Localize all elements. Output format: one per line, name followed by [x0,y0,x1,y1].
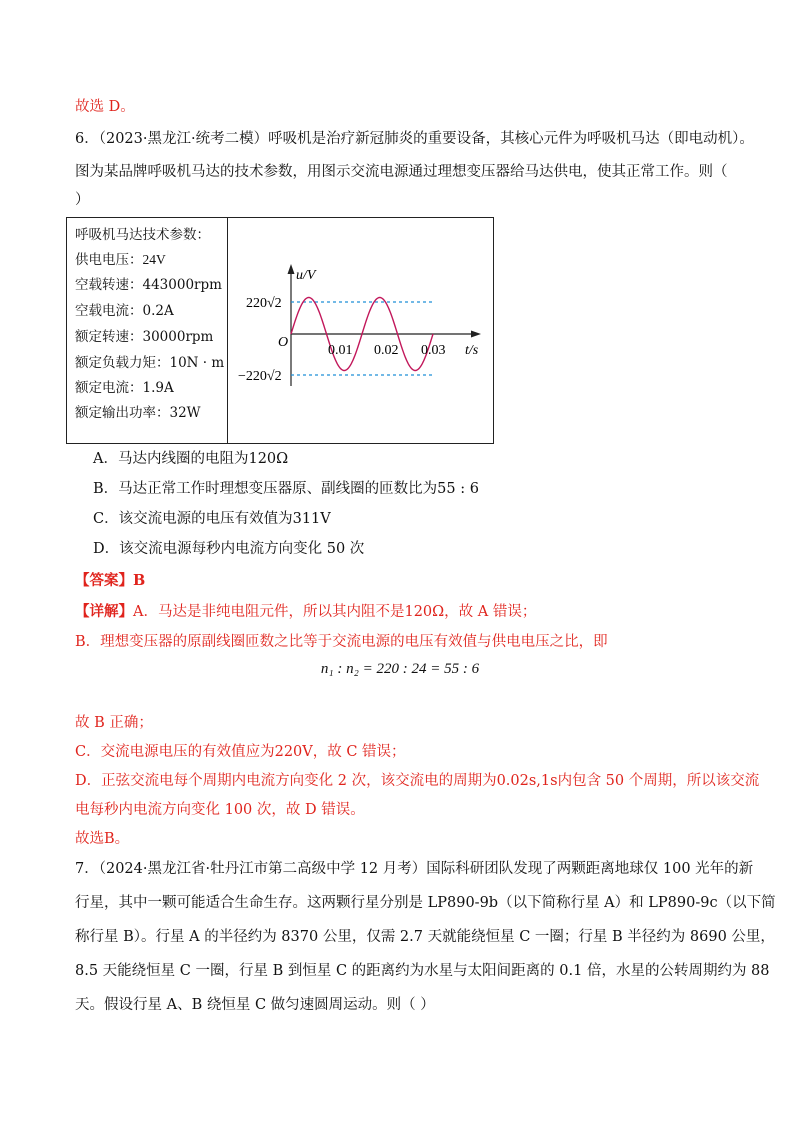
option-c[interactable]: C．该交流电源的电压有效值为311V [93,511,331,527]
voltage-sine-graph [228,218,494,443]
explanation-line-3: 故 B 正确； [75,715,153,731]
spec-title: 呼吸机马达技术参数： [75,227,210,243]
question-7-text-line-1: 7．（2024·黑龙江省·牡丹江市第二高级中学 12 月考）国际科研团队发现了两颗距离地球仅 100 光年的新 [75,861,754,877]
spec-row: 额定输出功率：32W [75,405,201,421]
question-7-text-line-5: 天。假设行星 A、B 绕恒星 C 做匀速圆周运动。则（ ） [75,997,435,1013]
origin-label: O [278,335,289,350]
option-d[interactable]: D．该交流电源每秒内电流方向变化 50 次 [93,541,365,557]
explanation-line-6: 电每秒内电流方向变化 100 次，故 D 错误。 [75,802,365,818]
y-axis-label: u/V [296,268,316,283]
turns-ratio-formula: n₁ : n₂ = 220 : 24 = 55 : 6 [320,661,480,677]
explanation-line-1: 【详解】A．马达是非纯电阻元件，所以其内阻不是120Ω，故 A 错误； [75,603,537,620]
spec-row: 额定转速：30000rpm [75,329,214,345]
explanation-conclusion: 故选B。 [75,831,130,847]
explanation-line-4: C．交流电源电压的有效值应为220V，故 C 错误； [75,744,406,760]
x-axis-arrow [471,331,481,338]
previous-answer-conclusion: 故选 D。 [75,99,135,115]
option-b[interactable]: B．马达正常工作时理想变压器原、副线圈的匝数比为55 : 6 [93,481,479,497]
spec-row: 额定电流：1.9A [75,380,174,396]
answer-label: 【答案】B [75,572,146,589]
motor-spec-figure [66,217,494,444]
x-tick-label: 0.01 [328,343,353,358]
option-a[interactable]: A．马达内线圈的电阻为120Ω [93,451,289,467]
x-tick-label: 0.03 [421,343,446,358]
spec-row: 空载电流：0.2A [75,303,174,319]
question-7-text-line-4: 8.5 天能绕恒星 C 一圈，行星 B 到恒星 C 的距离约为水星与太阳间距离的 0.1 倍，水星的公转周期约为 88 [75,963,770,979]
y-axis-arrow [288,264,295,274]
explanation-line-5: D．正弦交流电每个周期内电流方向变化 2 次，该交流电的周期为0.02s,1s内包含 50 个周期，所以该交流 [75,773,760,789]
spec-row: 空载转速：443000rpm [75,277,222,293]
question-7-text-line-3: 称行星 B）。行星 A 的半径约为 8370 公里，仅需 2.7 天就能绕恒星 C 一圈；行星 B 半径约为 8690 公里， [75,929,775,945]
detail-tag: 【详解】 [75,603,133,620]
y-max-label: 220√2 [246,296,282,311]
question-6-text-line-2: 图为某品牌呼吸机马达的技术参数，用图示交流电源通过理想变压器给马达供电，使其正常工作。则（ [75,164,728,180]
y-min-label: −220√2 [238,369,282,384]
spec-row: 供电电压：24V [75,252,166,268]
spec-row: 额定负载力矩：10N · m [75,355,225,371]
x-tick-label: 0.02 [374,343,399,358]
x-axis-label: t/s [465,343,479,358]
question-7-text-line-2: 行星，其中一颗可能适合生命生存。这两颗行星分别是 LP890-9b（以下简称行星 A）和 LP890-9c（以下简 [75,895,776,911]
question-6-text-line-3: ） [75,192,90,208]
explanation-line-2: B．理想变压器的原副线圈匝数之比等于交流电源的电压有效值与供电电压之比，即 [75,634,608,650]
question-6-text-line-1: 6．（2023·黑龙江·统考二模）呼吸机是治疗新冠肺炎的重要设备，其核心元件为呼吸机马达（即电动机）。 [75,131,754,147]
